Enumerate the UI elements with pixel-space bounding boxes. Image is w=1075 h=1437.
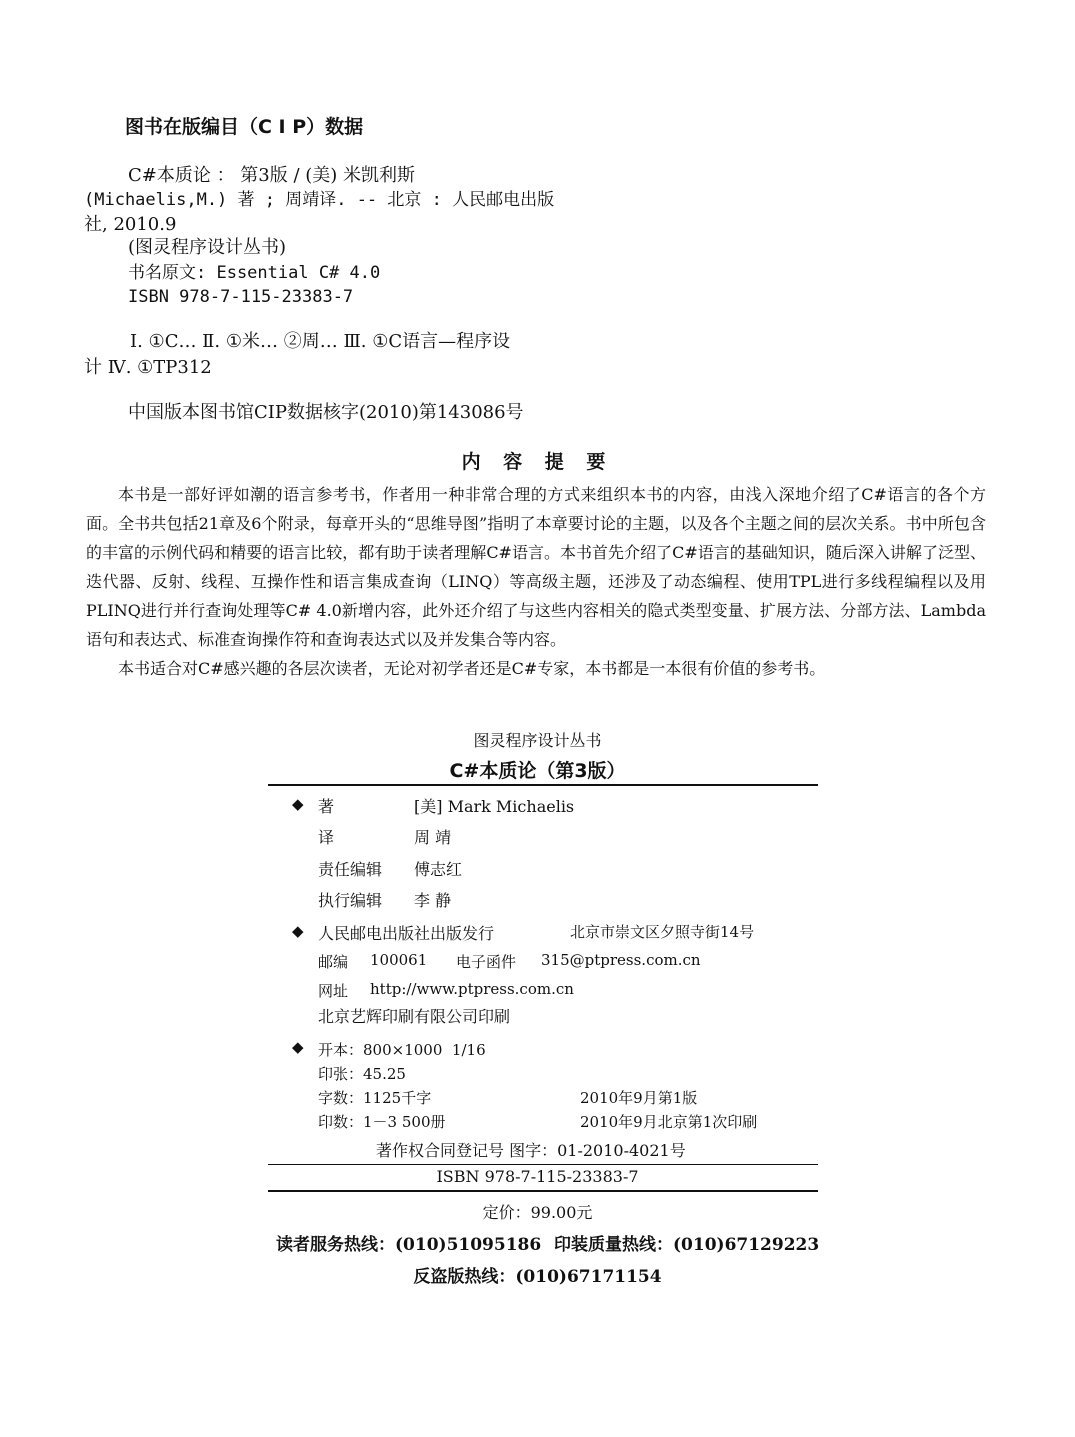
sheets-value: 45.25: [363, 1065, 406, 1083]
cip-line-7: Ⅰ. ①C… Ⅱ. ①米… ②周… Ⅲ. ①C语言—程序设: [130, 331, 511, 352]
cip-line-6: ISBN 978-7-115-23383-7: [128, 287, 354, 307]
edition: 2010年9月第1版: [580, 1089, 698, 1107]
cip-line-5: 书名原文: Essential C# 4.0: [128, 263, 381, 283]
printer: 北京艺辉印刷有限公司印刷: [318, 1007, 511, 1026]
top-divider: [268, 784, 818, 786]
print-run-value: 1－3 500册: [363, 1113, 446, 1131]
series-name: 图灵程序设计丛书: [473, 731, 602, 750]
bottom-divider: [268, 1190, 818, 1192]
printing: 2010年9月北京第1次印刷: [580, 1113, 758, 1131]
summary-paragraph-2: 本书适合对C#感兴趣的各层次读者，无论对初学者还是C#专家，本书都是一本很有价值的参考书。: [118, 659, 826, 678]
website-label: 网址: [318, 982, 349, 1000]
print-run-row: [318, 1111, 446, 1132]
words-label: 字数：: [318, 1089, 364, 1107]
mid-divider: [268, 1164, 818, 1165]
cip-line-1: C#本质论 ： 第3版 / (美) 米凯利斯: [128, 165, 416, 186]
publisher: 人民邮电出版社出版发行: [318, 924, 495, 943]
cip-line-3: 社, 2010.9: [84, 214, 177, 235]
author-value: [美] Mark Michaelis: [414, 797, 575, 816]
words-value: 1125千字: [363, 1089, 432, 1107]
postcode-value: 100061: [370, 951, 428, 969]
bullet-icon: ◆: [292, 1038, 304, 1056]
sheets-label: 印张：: [318, 1065, 364, 1083]
quality-hotline: 印装质量热线：(010)67129223: [554, 1235, 820, 1255]
format-label: 开本：: [318, 1041, 364, 1059]
summary-body: [86, 480, 986, 683]
exec-editor-value: 李 静: [414, 891, 452, 910]
anti-piracy-hotline: 反盗版热线：(010)67171154: [413, 1267, 662, 1287]
price: 定价：99.00元: [482, 1203, 593, 1222]
bullet-icon: ◆: [292, 795, 304, 813]
cip-heading: 图书在版编目（C I P）数据: [125, 116, 364, 138]
sheets-row: [318, 1063, 406, 1084]
translator-label: 译: [318, 828, 335, 847]
publisher-address: 北京市崇文区夕照寺街14号: [570, 923, 755, 941]
author-label: 著: [318, 797, 335, 816]
format-row: [318, 1039, 486, 1060]
book-title: C#本质论（第3版）: [449, 760, 626, 782]
postcode-label: 邮编: [318, 953, 349, 971]
cip-line-8: 计 Ⅳ. ①TP312: [84, 357, 212, 378]
reader-service-hotline: 读者服务热线：(010)51095186: [276, 1235, 542, 1255]
exec-editor-label: 执行编辑: [318, 891, 383, 910]
summary-title: 内 容 提 要: [461, 451, 614, 473]
email-value: 315@ptpress.com.cn: [541, 951, 701, 969]
isbn: ISBN 978-7-115-23383-7: [436, 1167, 639, 1186]
editor-value: 傅志红: [414, 860, 463, 879]
print-run-label: 印数：: [318, 1113, 364, 1131]
cip-verification: 中国版本图书馆CIP数据核字(2010)第143086号: [128, 402, 524, 423]
copyright-registration: 著作权合同登记号 图字：01-2010-4021号: [376, 1141, 686, 1160]
editor-label: 责任编辑: [318, 860, 383, 879]
summary-paragraph-1: 本书是一部好评如潮的语言参考书，作者用一种非常合理的方式来组织本书的内容，由浅入深地介绍了C#语言的各个方面。全书共包括21章及6个附录，每章开头的“思维导图”指明了本章要讨论的主题，以及各个主题之间的层次关系。书中所包含的丰富的示例代码和精要的语言比较，都有助于读者理解C#语言。本书首先介绍了C#语言的基础知识，随后深入讲解了泛型、迭代器、反射、线程、互操作性和语言集成查询（LINQ）等高级主题，还涉及了动态编程、使用TPL进行多线程编程以及用PLINQ进行并行查询处理等C# 4.0新增内容，此外还介绍了与这些内容相关的隐式类型变量、扩展方法、分部方法、Lambda语句和表达式、标准查询操作符和查询表达式以及并发集合等内容。: [86, 485, 986, 649]
email-label: 电子函件: [456, 953, 517, 971]
cip-line-2: (Michaelis,M.) 著 ; 周靖译. -- 北京 : 人民邮电出版: [84, 190, 555, 210]
format-value: 800×1000 1/16: [363, 1041, 486, 1059]
translator-value: 周 靖: [414, 828, 452, 847]
bullet-icon: ◆: [292, 922, 304, 940]
cip-line-4: (图灵程序设计丛书): [128, 237, 287, 258]
words-row: [318, 1087, 431, 1108]
website-value: http://www.ptpress.com.cn: [370, 980, 574, 998]
